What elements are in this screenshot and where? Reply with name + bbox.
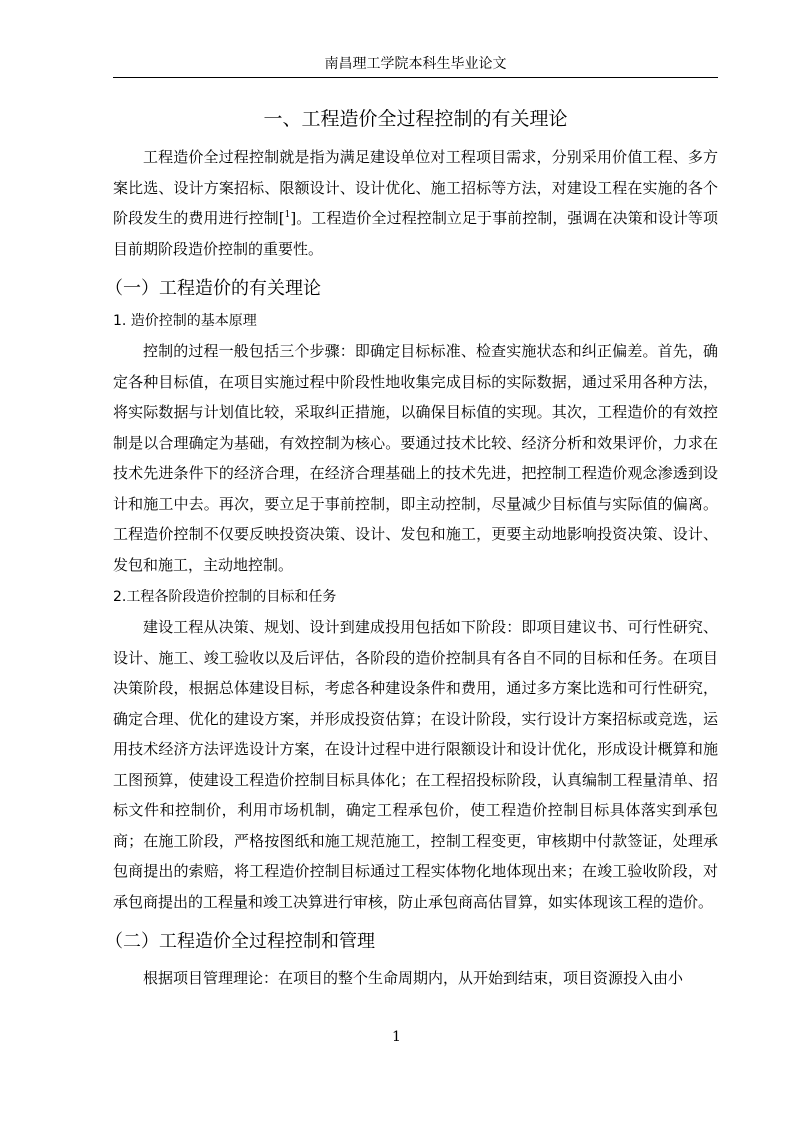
chapter-intro-paragraph xyxy=(113,142,718,264)
section-title-2: （二）工程造价全过程控制和管理 xyxy=(105,931,375,952)
section-title-1: （一）工程造价的有关理论 xyxy=(105,278,321,299)
subsection-1-paragraph: 控制的过程一般包括三个步骤：即确定目标标准、检查实施状态和纠正偏差。首先，确定各种目标值，在项目实施过程中阶段性地收集完成目标的实际数据，通过采用各种方法，将实际数据与计划值比较，采取纠正措施，以确保目标值的实现。其次，工程造价的有效控制是以合理确定为基础，有效控制为核心。要通过技术比较、经济分析和效果评价，力求在技术先进条件下的经济合理，在经济合理基础上的技术先进，把控制工程造价观念渗透到设计和施工中去。再次，要立足于事前控制，即主动控制，尽量减少目标值与实际值的偏离。工程造价控制不仅要反映投资决策、设计、发包和施工，更要主动地影响投资决策、设计、发包和施工，主动地控制。 xyxy=(113,342,718,574)
header-rule xyxy=(113,77,718,78)
running-header: 南昌理工学院本科生毕业论文 xyxy=(324,56,507,72)
page-number: 1 xyxy=(392,1029,401,1045)
citation-ref: 1 xyxy=(284,210,291,220)
section-2-paragraph: 根据项目管理理论：在项目的整个生命周期内，从开始到结束，项目资源投入由小 xyxy=(143,969,684,987)
chapter-title: 一、工程造价全过程控制的有关理论 xyxy=(263,108,568,130)
subsection-title-1: 1. 造价控制的基本原理 xyxy=(113,313,257,329)
intro-text-after-ref: ]。工程造价全过程控制立足于事前控制，强调在决策和设计等项目前期阶段造价控制的重要性。 xyxy=(113,209,718,258)
page-content xyxy=(105,98,718,994)
subsection-title-2: 2.工程各阶段造价控制的目标和任务 xyxy=(113,589,337,605)
intro-text-before-ref: 工程造价全过程控制就是指为满足建设单位对工程项目需求，分别采用价值工程、多方案比选、设计方案招标、限额设计、设计优化、施工招标等方法，对建设工程在实施的各个阶段发生的费用进行控制[ xyxy=(113,148,718,227)
subsection-2-paragraph: 建设工程从决策、规划、设计到建成投用包括如下阶段：即项目建议书、可行性研究、设计、施工、竣工验收以及后评估，各阶段的造价控制具有各自不同的目标和任务。在项目决策阶段，根据总体建设目标，考虑各种建设条件和费用，通过多方案比选和可行性研究，确定合理、优化的建设方案，并形成投资估算；在设计阶段，实行设计方案招标或竞选，运用技术经济方法评选设计方案，在设计过程中进行限额设计和设计优化，形成设计概算和施工图预算，使建设工程造价控制目标具体化；在工程招投标阶段，认真编制工程量清单、招标文件和控制价，利用市场机制，确定工程承包价，使工程造价控制目标具体落实到承包商；在施工阶段，严格按图纸和施工规范施工，控制工程变更，审核期中付款签证，处理承包商提出的索赔，将工程造价控制目标通过工程实体物化地体现出来；在竣工验收阶段，对承包商提出的工程量和竣工决算进行审核，防止承包商高估冒算，如实体现该工程的造价。 xyxy=(113,618,718,911)
